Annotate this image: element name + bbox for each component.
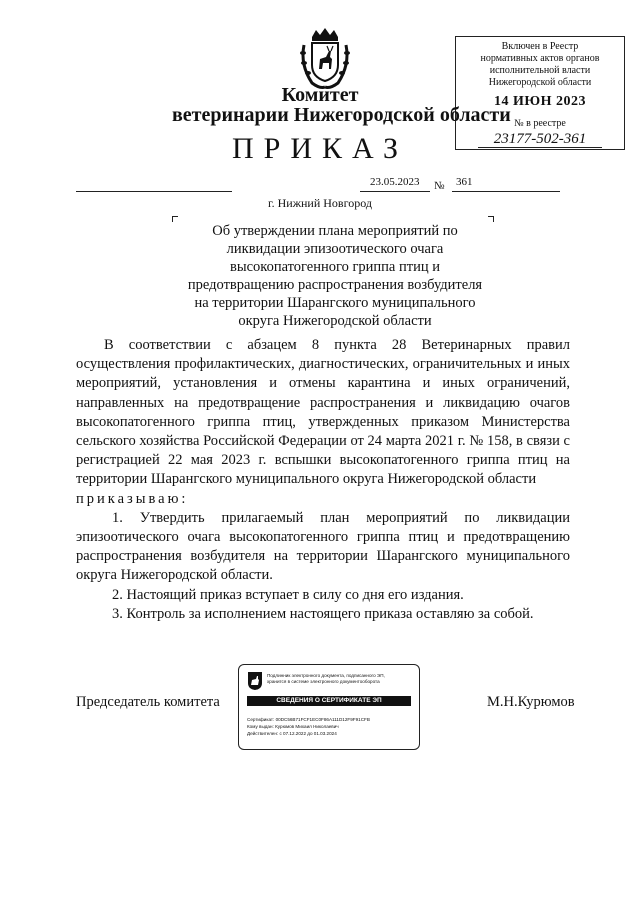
cert-validity-value: с 07.12.2022 до 01.03.2024 <box>279 731 337 736</box>
order-item-3: 3. Контроль за исполнением настоящего приказа оставляю за собой. <box>112 605 534 622</box>
cert-title: СВЕДЕНИЯ О СЕРТИФИКАТЕ ЭП <box>247 696 411 706</box>
order-item-2: 2. Настоящий приказ вступает в силу со дня его издания. <box>112 586 464 603</box>
number-underline <box>452 191 560 192</box>
stamp-line: исполнительной власти <box>489 65 591 76</box>
stamp-date: 14 ИЮН 2023 <box>493 94 587 109</box>
date-blank-line <box>76 191 232 192</box>
org-name-line1: Комитет <box>281 84 359 106</box>
stamp-registry-label: № в реестре <box>514 118 566 129</box>
city: г. Нижний Новгород <box>268 196 372 210</box>
deer-emblem-icon <box>247 671 263 691</box>
document-date: 23.05.2023 <box>370 176 420 188</box>
stamp-registry-number: 23177-502-361 <box>493 131 587 147</box>
preamble-paragraph: В соответствии с абзацем 8 пункта 28 Ветеринарных правил осуществления профилактических, диагностических, ограничительных и иных мероприятий, установления и отмены карантина и иных ограничений, направленных на предотвращение распространения и ликвидацию очагов высокопатогенного гриппа птиц, утвержденных приказом Министерства сельского хозяйства Российской Федерации от 24 марта 2021 г. № 158, в связи с регистрацией 22 мая 2023 г. вспышки высокопатогенного гриппа птиц на территории Шарангского муниципального округа Нижегородской области <box>76 337 570 488</box>
subject-line: округа Нижегородской области <box>238 313 432 329</box>
cert-owner-label: Кому выдан: <box>247 724 274 729</box>
e-signature-certificate <box>238 664 420 750</box>
subject-line: предотвращению распространения возбудителя <box>187 277 483 293</box>
coat-of-arms-icon <box>298 27 352 91</box>
cert-number-row <box>247 717 370 723</box>
order-item-1: 1. Утвердить прилагаемый план мероприятий по ликвидации эпизоотического очага высокопатогенного гриппа птиц и предотвращению распространения возбудителя на территории Шарангского муниципального округа Нижегородской области. <box>76 509 570 584</box>
cert-owner-row <box>247 724 339 730</box>
cert-number-value: 00DC56B71FCF1EC0F86A111D12F9F91CFB <box>275 717 370 722</box>
signer-position: Председатель комитета <box>76 694 220 710</box>
cert-validity-label: Действителен: <box>247 731 279 736</box>
cert-validity-row <box>247 731 337 737</box>
stamp-line: Включен в Реестр <box>501 41 579 52</box>
subject-line: ликвидации эпизоотического очага <box>226 241 444 257</box>
bracket-left <box>172 216 178 222</box>
date-underline <box>360 191 430 192</box>
document-number: 361 <box>456 176 473 188</box>
cert-owner-value: Курюмов Михаил Николаевич <box>275 724 339 729</box>
document-subject <box>180 222 490 330</box>
subject-line: Об утверждении плана мероприятий по <box>212 223 458 239</box>
document-type: ПРИКАЗ <box>232 132 408 165</box>
cert-number-label: Сертификат: <box>247 717 275 722</box>
stamp-line: нормативных актов органов <box>480 53 600 64</box>
document-body <box>76 336 570 624</box>
orders-word: приказываю: <box>76 490 189 507</box>
subject-line: на территории Шарангского муниципального <box>194 295 476 311</box>
signer-name: М.Н.Курюмов <box>487 694 575 710</box>
stamp-line: Нижегородской области <box>488 77 592 88</box>
number-sign: № <box>434 180 445 192</box>
subject-line: высокопатогенного гриппа птиц и <box>229 259 440 275</box>
org-name-line2: ветеринарии Нижегородской области <box>172 104 511 126</box>
cert-note: хранится в системе электронного документооборота <box>267 679 380 684</box>
cert-note: Подлинник электронного документа, подписанного ЭП, <box>267 673 385 678</box>
